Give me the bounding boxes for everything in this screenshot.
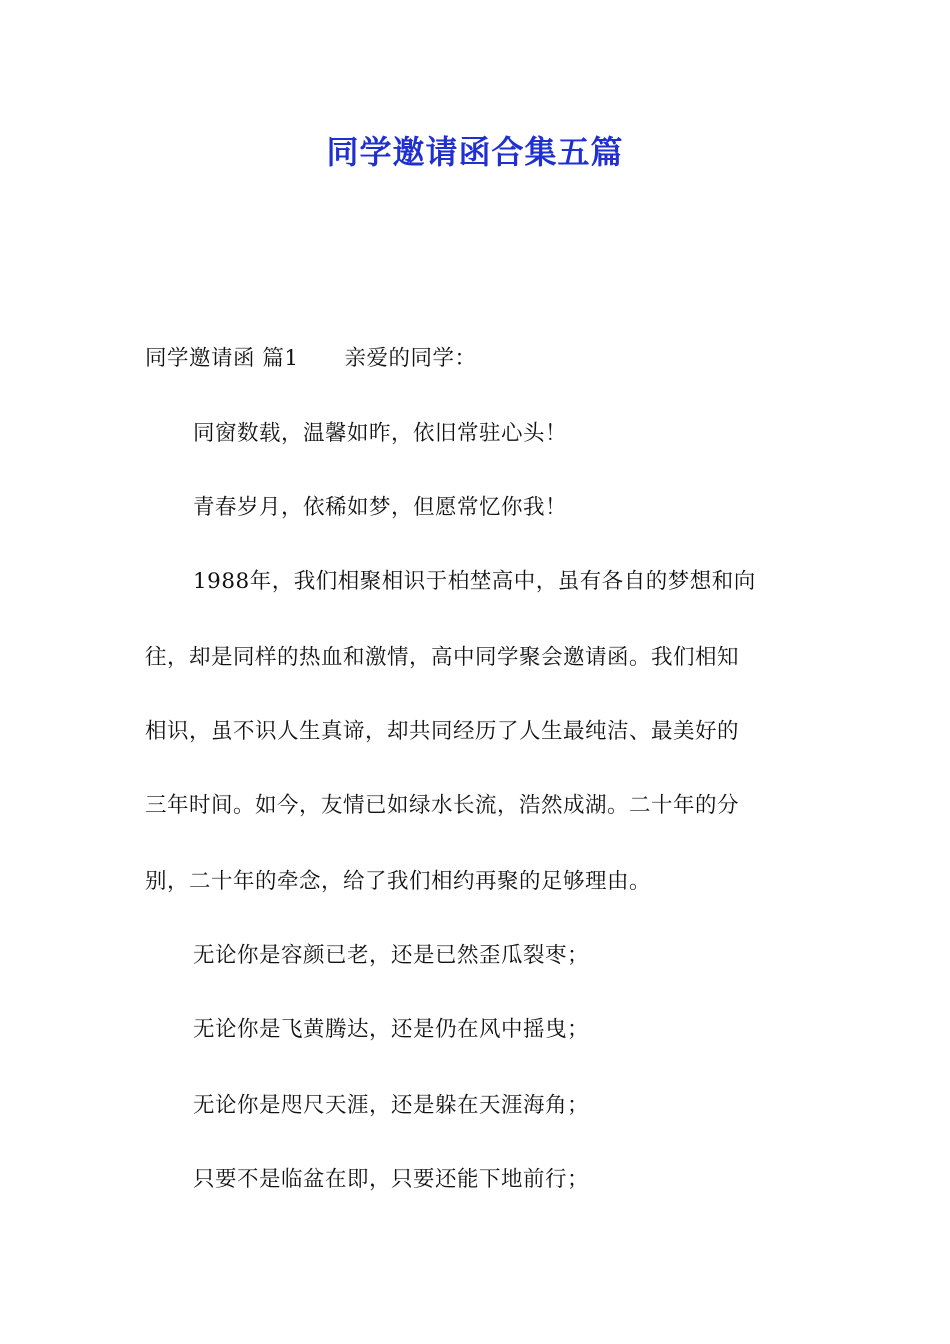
paragraph-line: 三年时间。如今，友情已如绿水长流，浩然成湖。二十年的分 [145, 793, 740, 818]
paragraph-line: 无论你是咫尺天涯，还是躲在天涯海角； [193, 1093, 590, 1118]
letter-heading-line [145, 343, 810, 375]
paragraph-line: 同窗数载，温馨如昨，依旧常驻心头！ [193, 421, 568, 446]
paragraph-line: 1988年，我们相聚相识于柏埜高中，虽有各自的梦想和向 [193, 569, 756, 594]
paragraph-line: 青春岁月，依稀如梦，但愿常忆你我！ [193, 495, 568, 520]
letter-heading: 同学邀请函 篇1 [145, 346, 299, 371]
paragraph-line: 无论你是飞黄腾达，还是仍在风中摇曳； [193, 1017, 590, 1042]
paragraph-line: 别，二十年的牵念，给了我们相约再聚的足够理由。 [145, 869, 652, 894]
paragraph-line: 只要不是临盆在即，只要还能下地前行； [193, 1167, 590, 1192]
document-title: 同学邀请函合集五篇 [326, 133, 624, 171]
letter-salutation: 亲爱的同学： [344, 346, 477, 371]
paragraph-line: 无论你是容颜已老，还是已然歪瓜裂枣； [193, 943, 590, 968]
paragraph-line: 相识，虽不识人生真谛，却共同经历了人生最纯洁、最美好的 [145, 719, 740, 744]
paragraph-line: 往，却是同样的热血和激情，高中同学聚会邀请函。我们相知 [145, 645, 740, 670]
